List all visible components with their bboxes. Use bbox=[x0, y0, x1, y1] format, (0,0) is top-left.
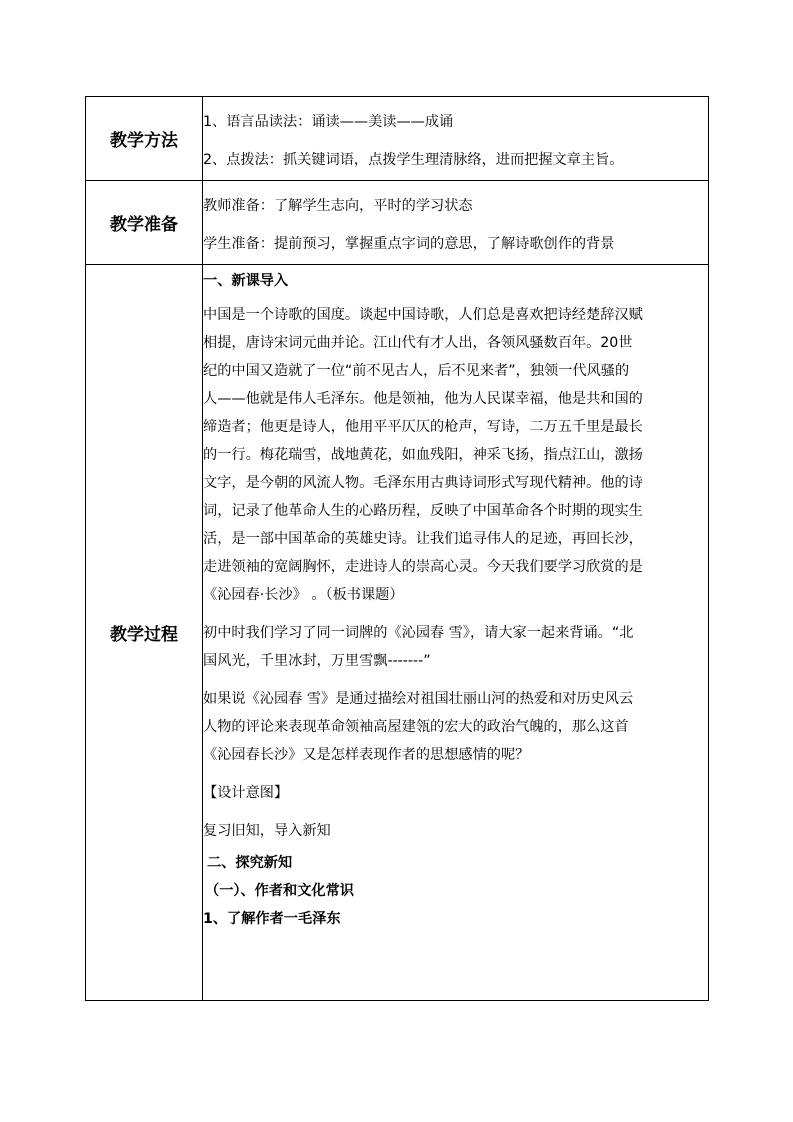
row-label-process: 教学过程 bbox=[86, 265, 203, 1001]
question-paragraph bbox=[203, 685, 708, 769]
question-line: 如果说《沁园春 雪》是通过描绘对祖国壮丽山河的热爱和对历史风云 bbox=[203, 691, 634, 707]
method-line-2: 2、点拨法：抓关键词语，点拨学生理清脉络，进而把握文章主旨。 bbox=[203, 151, 624, 168]
lesson-plan-table bbox=[85, 96, 709, 1001]
design-intent-title: 【设计意图】 bbox=[203, 785, 289, 801]
intro-paragraph bbox=[203, 301, 708, 609]
intro-line: 《沁园春·长沙》 。（板书课题） bbox=[203, 587, 404, 603]
recall-paragraph bbox=[203, 619, 708, 675]
teacher-prep-line: 教师准备：了解学生志向，平时的学习状态 bbox=[203, 197, 473, 214]
row-label-method: 教学方法 bbox=[86, 97, 203, 181]
method-content bbox=[203, 97, 709, 181]
section-heading-explore: 二、探究新知 bbox=[207, 855, 293, 871]
table-row-method bbox=[86, 97, 709, 181]
recall-line: 国风光，千里冰封，万里雪飘-------” bbox=[203, 653, 431, 669]
question-line: 《沁园春长沙》又是怎样表现作者的思想感情的呢？ bbox=[203, 747, 530, 763]
table-row-process bbox=[86, 265, 709, 1001]
intro-line: 文字，是今朝的风流人物。毛泽东用古典诗词形式写现代精神。他的诗 bbox=[203, 475, 643, 491]
method-line-1: 1、语言品读法：诵读——美读——成诵 bbox=[203, 113, 454, 130]
section-heading-intro: 一、新课导入 bbox=[203, 273, 289, 289]
subsection-heading-mao: 1、了解作者一毛泽东 bbox=[203, 911, 341, 927]
design-intent-text: 复习旧知，导入新知 bbox=[203, 823, 331, 839]
recall-line: 初中时我们学习了同一词牌的《沁园春 雪》，请大家一起来背诵。“北 bbox=[203, 625, 634, 641]
intro-line: 中国是一个诗歌的国度。谈起中国诗歌，人们总是喜欢把诗经楚辞汉赋 bbox=[203, 307, 643, 323]
intro-line: 的一行。梅花瑞雪，战地黄花，如血残阳，神采飞扬，指点江山，激扬 bbox=[203, 447, 643, 463]
subsection-heading-author: （一）、作者和文化常识 bbox=[205, 883, 354, 899]
intro-line: 词，记录了他革命人生的心路历程，反映了中国革命各个时期的现实生 bbox=[203, 503, 643, 519]
process-content bbox=[203, 265, 709, 1001]
table-row-preparation bbox=[86, 181, 709, 265]
row-label-preparation: 教学准备 bbox=[86, 181, 203, 265]
preparation-content bbox=[203, 181, 709, 265]
intro-line: 走进领袖的宽阔胸怀，走进诗人的崇高心灵。今天我们要学习欣赏的是 bbox=[203, 559, 643, 575]
student-prep-line: 学生准备：提前预习，掌握重点字词的意思，了解诗歌创作的背景 bbox=[203, 235, 615, 252]
intro-line: 活，是一部中国革命的英雄史诗。让我们追寻伟人的足迹，再回长沙， bbox=[203, 531, 643, 547]
intro-line: 相提，唐诗宋词元曲并论。江山代有才人出，各领风骚数百年。20世 bbox=[203, 335, 633, 351]
question-line: 人物的评论来表现革命领袖高屋建瓴的宏大的政治气魄的，那么这首 bbox=[203, 719, 629, 735]
intro-line: 缔造者；他更是诗人，他用平平仄仄的枪声，写诗，二万五千里是最长 bbox=[203, 419, 643, 435]
intro-line: 纪的中国又造就了一位“前不见古人，后不见来者”，独领一代风骚的 bbox=[203, 363, 630, 379]
intro-line: 人——他就是伟人毛泽东。他是领袖，他为人民谋幸福，他是共和国的 bbox=[203, 391, 643, 407]
